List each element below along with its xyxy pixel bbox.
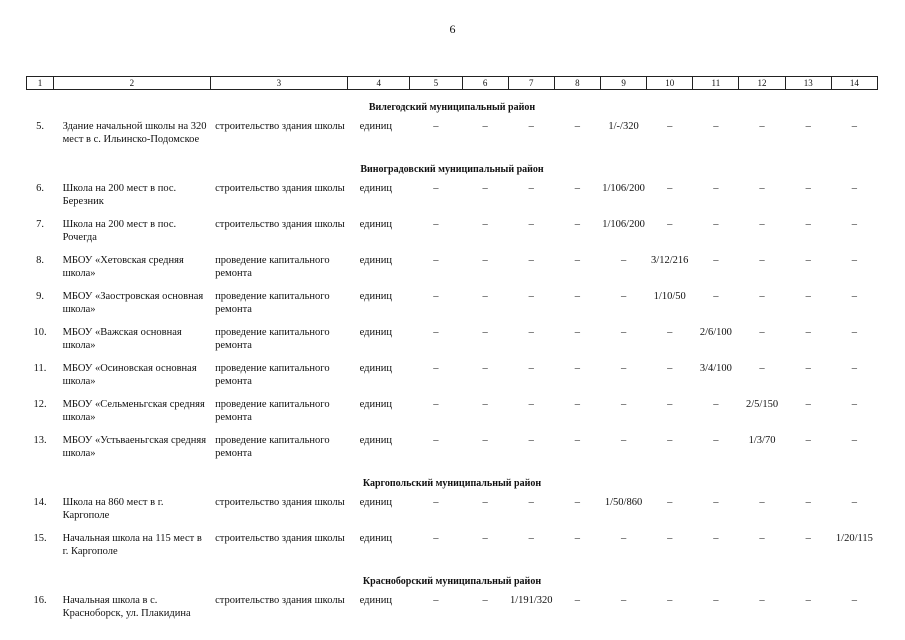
value-cell: –	[851, 183, 857, 194]
value-cell: 1/106/200	[602, 219, 645, 230]
table-row	[27, 322, 878, 358]
value-cell: –	[574, 497, 581, 508]
column-header-13: 13	[785, 77, 831, 90]
value-cell: 1/20/115	[835, 533, 873, 544]
value-cell: –	[667, 363, 673, 374]
value-cell: –	[433, 435, 439, 446]
column-header-14: 14	[831, 77, 877, 90]
value-cell: –	[713, 255, 719, 266]
value-cell: –	[713, 497, 719, 508]
work-type: проведение капитального ремонта	[215, 291, 330, 315]
value-cell: –	[667, 533, 673, 544]
work-type: строительство здания школы	[215, 219, 345, 230]
value-cell: –	[805, 533, 811, 544]
value-cell: –	[433, 399, 439, 410]
value-cell: –	[851, 595, 857, 606]
value-cell: –	[574, 363, 581, 374]
work-type: строительство здания школы	[215, 595, 345, 606]
table-row	[27, 250, 878, 286]
value-cell: –	[620, 291, 627, 302]
district-title: Виноградовский муниципальный район	[360, 164, 544, 175]
value-cell: –	[805, 255, 811, 266]
value-cell: –	[482, 399, 488, 410]
value-cell: –	[851, 255, 857, 266]
value-cell: –	[433, 327, 439, 338]
row-number: 9.	[36, 291, 44, 302]
column-header-4: 4	[348, 77, 410, 90]
value-cell: –	[482, 533, 488, 544]
work-type: проведение капитального ремонта	[215, 435, 330, 459]
column-header-2: 2	[54, 77, 211, 90]
object-name: Начальная школа на 115 мест в г. Каргополе	[62, 533, 202, 557]
value-cell: –	[574, 255, 581, 266]
work-type: проведение капитального ремонта	[215, 363, 330, 387]
value-cell: –	[713, 533, 719, 544]
column-header-11: 11	[693, 77, 739, 90]
value-cell: 1/106/200	[602, 183, 645, 194]
value-cell: –	[713, 121, 719, 132]
value-cell: –	[667, 399, 673, 410]
table-row	[27, 394, 878, 430]
column-header-12: 12	[739, 77, 785, 90]
object-name: Начальная школа в с. Красноборск, ул. Плакидина	[62, 595, 191, 619]
value-cell: –	[851, 121, 857, 132]
unit: единиц	[359, 533, 392, 544]
value-cell: –	[620, 363, 627, 374]
district-title: Каргопольский муниципальный район	[362, 478, 542, 489]
value-cell: –	[574, 121, 581, 132]
value-cell: 1/3/70	[748, 435, 776, 446]
value-cell: –	[851, 327, 857, 338]
value-cell: –	[482, 121, 488, 132]
section-row	[27, 90, 878, 117]
value-cell: –	[528, 363, 534, 374]
district-title: Красноборский муниципальный район	[362, 576, 542, 587]
value-cell: 1/50/860	[604, 497, 643, 508]
value-cell: –	[528, 399, 534, 410]
value-cell: –	[759, 497, 765, 508]
object-name: Школа на 200 мест в пос. Березник	[62, 183, 177, 207]
value-cell: –	[433, 255, 439, 266]
value-cell: –	[482, 255, 488, 266]
unit: единиц	[359, 255, 392, 266]
column-header-6: 6	[462, 77, 508, 90]
section-row	[27, 152, 878, 178]
page-number: 6	[449, 22, 456, 36]
row-number: 10.	[33, 327, 47, 338]
value-cell: –	[805, 327, 811, 338]
row-number: 12.	[33, 399, 47, 410]
table-row	[27, 286, 878, 322]
value-cell: –	[759, 183, 765, 194]
value-cell: –	[620, 255, 627, 266]
value-cell: –	[851, 363, 857, 374]
value-cell: –	[805, 219, 811, 230]
value-cell: –	[805, 435, 811, 446]
value-cell: –	[667, 327, 673, 338]
value-cell: –	[805, 595, 811, 606]
object-name: Здание начальной школы на 320 мест в с. Ильинско-Подомское	[62, 121, 207, 145]
work-type: строительство здания школы	[215, 497, 345, 508]
object-name: МБОУ «Важская основная школа»	[62, 327, 182, 351]
table-row	[27, 358, 878, 394]
table-row	[27, 590, 878, 626]
column-header-10: 10	[647, 77, 693, 90]
object-name: МБОУ «Хетовская средняя школа»	[62, 255, 184, 279]
value-cell: 1/10/50	[653, 291, 686, 302]
row-number: 6.	[36, 183, 44, 194]
value-cell: –	[528, 497, 534, 508]
value-cell: –	[851, 399, 857, 410]
value-cell: –	[574, 219, 581, 230]
work-type: строительство здания школы	[215, 183, 345, 194]
value-cell: –	[433, 595, 439, 606]
value-cell: –	[713, 183, 719, 194]
row-number: 5.	[36, 121, 44, 132]
unit: единиц	[359, 183, 392, 194]
value-cell: –	[667, 219, 673, 230]
table-row	[27, 528, 878, 564]
value-cell: –	[528, 327, 534, 338]
value-cell: –	[620, 533, 627, 544]
value-cell: –	[713, 595, 719, 606]
row-number: 16.	[33, 595, 47, 606]
value-cell: –	[482, 183, 488, 194]
value-cell: –	[759, 363, 765, 374]
value-cell: –	[759, 121, 765, 132]
work-type: строительство здания школы	[215, 121, 345, 132]
value-cell: –	[851, 435, 857, 446]
object-name: Школа на 860 мест в г. Каргополе	[62, 497, 164, 521]
value-cell: –	[805, 399, 811, 410]
value-cell: –	[759, 533, 765, 544]
value-cell: –	[482, 435, 488, 446]
column-header-7: 7	[508, 77, 554, 90]
value-cell: –	[667, 497, 673, 508]
value-cell: 1/191/320	[509, 595, 553, 606]
column-header-8: 8	[554, 77, 600, 90]
object-name: МБОУ «Осиновская основная школа»	[62, 363, 197, 387]
value-cell: –	[713, 291, 719, 302]
value-cell: –	[482, 595, 488, 606]
value-cell: –	[759, 595, 765, 606]
value-cell: –	[851, 219, 857, 230]
value-cell: –	[433, 291, 439, 302]
value-cell: –	[667, 435, 673, 446]
row-number: 14.	[33, 497, 47, 508]
work-type: проведение капитального ремонта	[215, 255, 330, 279]
value-cell: –	[667, 183, 673, 194]
value-cell: –	[574, 533, 581, 544]
unit: единиц	[359, 595, 392, 606]
value-cell: –	[574, 291, 581, 302]
value-cell: 3/4/100	[699, 363, 732, 374]
value-cell: –	[574, 327, 581, 338]
unit: единиц	[359, 435, 392, 446]
value-cell: –	[759, 327, 765, 338]
value-cell: –	[620, 327, 627, 338]
value-cell: –	[528, 291, 534, 302]
value-cell: –	[482, 497, 488, 508]
value-cell: 3/12/216	[651, 255, 689, 266]
value-cell: –	[433, 533, 439, 544]
value-cell: –	[528, 121, 534, 132]
value-cell: –	[759, 291, 765, 302]
value-cell: –	[851, 497, 857, 508]
value-cell: –	[433, 183, 439, 194]
value-cell: –	[528, 435, 534, 446]
value-cell: –	[574, 399, 581, 410]
work-type: строительство здания школы	[215, 533, 345, 544]
value-cell: –	[528, 183, 534, 194]
value-cell: –	[574, 595, 581, 606]
value-cell: –	[805, 121, 811, 132]
value-cell: –	[433, 363, 439, 374]
unit: единиц	[359, 219, 392, 230]
value-cell: 2/6/100	[699, 327, 732, 338]
value-cell: –	[574, 435, 581, 446]
value-cell: –	[805, 497, 811, 508]
value-cell: –	[851, 291, 857, 302]
value-cell: –	[620, 435, 627, 446]
value-cell: 2/5/150	[745, 399, 779, 410]
row-number: 7.	[36, 219, 44, 230]
table-row	[27, 116, 878, 152]
unit: единиц	[359, 121, 392, 132]
value-cell: –	[574, 183, 581, 194]
value-cell: –	[433, 219, 439, 230]
value-cell: –	[759, 219, 765, 230]
value-cell: –	[482, 219, 488, 230]
column-number-header	[27, 77, 878, 90]
value-cell: –	[528, 255, 534, 266]
section-row	[27, 466, 878, 492]
value-cell: –	[713, 399, 719, 410]
unit: единиц	[359, 497, 392, 508]
row-number: 11.	[33, 363, 47, 374]
value-cell: 1/-/320	[608, 121, 639, 132]
value-cell: –	[805, 291, 811, 302]
table-row	[27, 492, 878, 528]
column-header-3: 3	[210, 77, 347, 90]
district-title: Вилегодский муниципальный район	[368, 102, 536, 113]
value-cell: –	[620, 595, 627, 606]
column-header-9: 9	[600, 77, 646, 90]
value-cell: –	[528, 219, 534, 230]
table-row	[27, 178, 878, 214]
row-number: 15.	[33, 533, 47, 544]
value-cell: –	[482, 291, 488, 302]
unit: единиц	[359, 291, 392, 302]
column-header-1: 1	[27, 77, 54, 90]
value-cell: –	[667, 595, 673, 606]
value-cell: –	[620, 399, 627, 410]
value-cell: –	[482, 363, 488, 374]
unit: единиц	[359, 399, 392, 410]
unit: единиц	[359, 363, 392, 374]
unit: единиц	[359, 327, 392, 338]
table-row	[27, 214, 878, 250]
work-type: проведение капитального ремонта	[215, 399, 330, 423]
column-header-5: 5	[410, 77, 462, 90]
value-cell: –	[713, 435, 719, 446]
value-cell: –	[528, 533, 534, 544]
row-number: 13.	[33, 435, 47, 446]
work-type: проведение капитального ремонта	[215, 327, 330, 351]
value-cell: –	[482, 327, 488, 338]
object-name: МБОУ «Заостровская основная школа»	[62, 291, 204, 315]
value-cell: –	[713, 219, 719, 230]
object-name: Школа на 200 мест в пос. Рочегда	[62, 219, 177, 243]
value-cell: –	[433, 497, 439, 508]
program-table	[26, 76, 878, 626]
section-row	[27, 564, 878, 590]
row-number: 8.	[36, 255, 44, 266]
value-cell: –	[433, 121, 439, 132]
table-body	[27, 90, 878, 627]
value-cell: –	[667, 121, 673, 132]
table-row	[27, 430, 878, 466]
object-name: МБОУ «Сельменьгская средняя школа»	[62, 399, 205, 423]
value-cell: –	[805, 363, 811, 374]
value-cell: –	[805, 183, 811, 194]
object-name: МБОУ «Устьваеньгская средняя школа»	[62, 435, 207, 459]
value-cell: –	[759, 255, 765, 266]
